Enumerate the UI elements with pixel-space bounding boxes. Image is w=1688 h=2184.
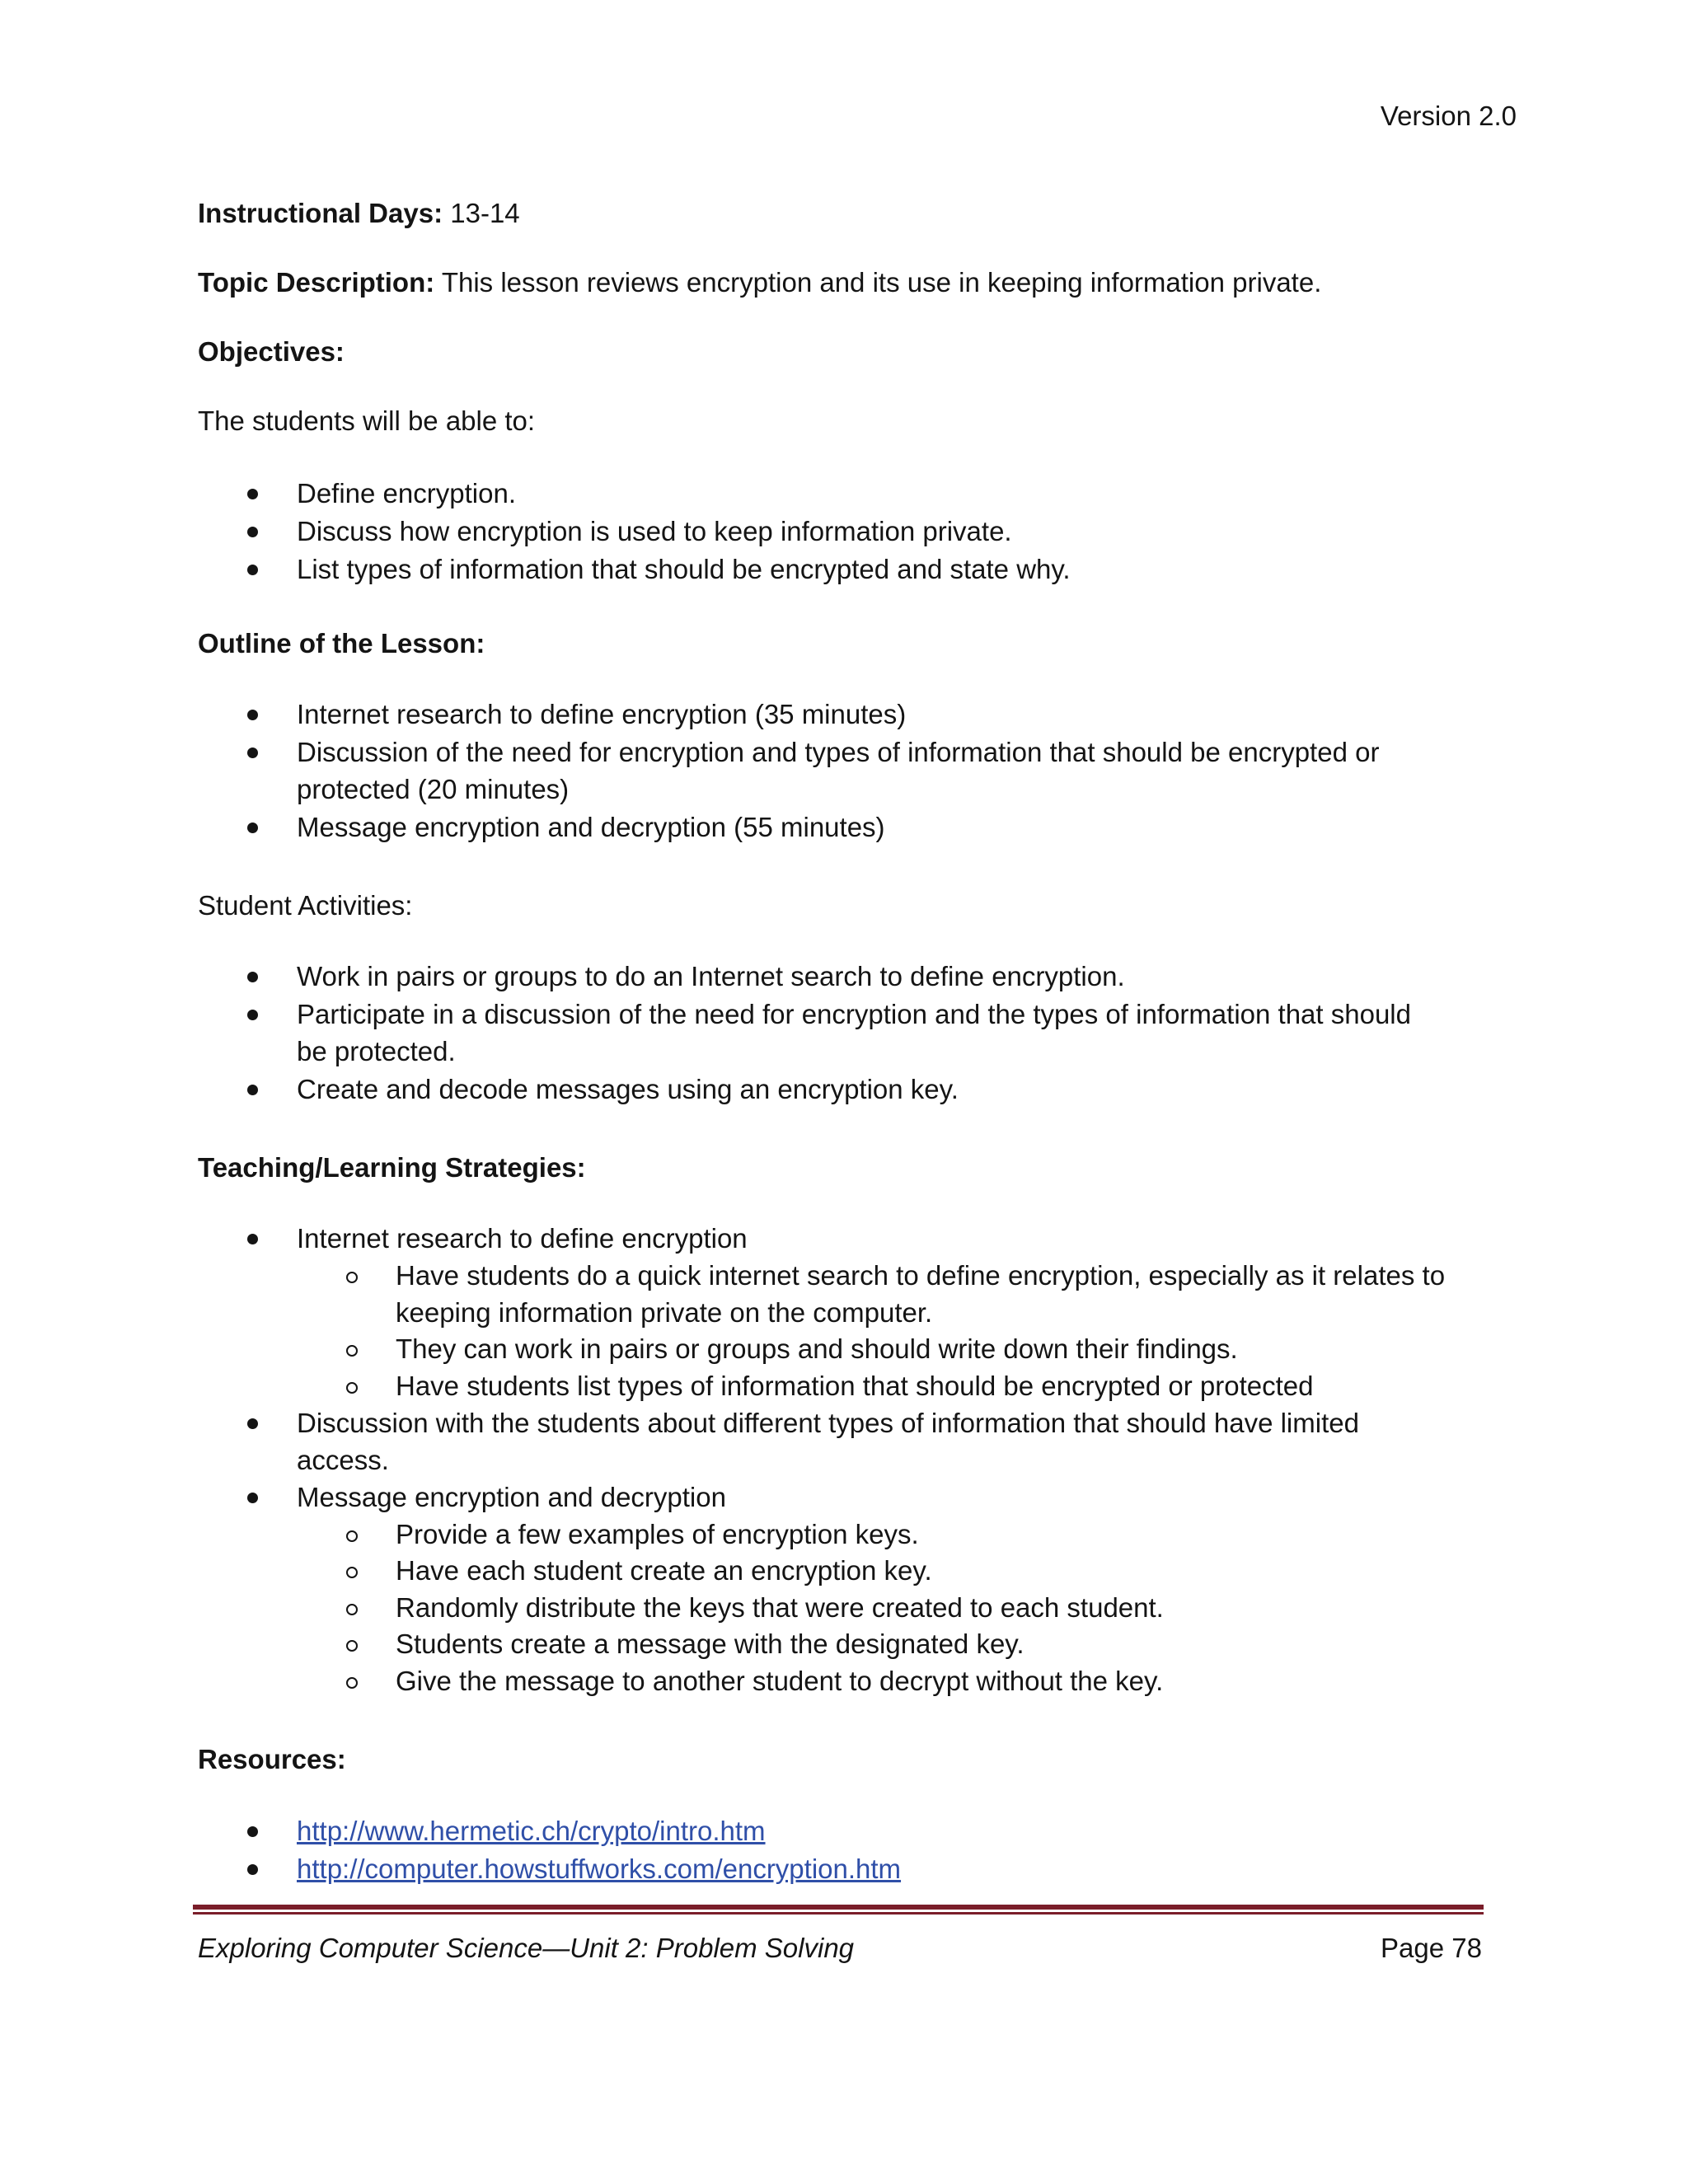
list-item-text: Discuss how encryption is used to keep information private. bbox=[297, 516, 1012, 546]
topic-description bbox=[198, 267, 1321, 298]
topic-description-label: Topic Description: bbox=[198, 267, 435, 298]
list-item-text: Participate in a discussion of the need for encryption and the types of information that should bbox=[297, 999, 1411, 1029]
list-item-text: Define encryption. bbox=[297, 478, 516, 509]
sub-list-item bbox=[198, 1519, 1533, 1552]
list-item-text: Work in pairs or groups to do an Internet search to define encryption. bbox=[297, 961, 1125, 991]
list-item-text: Internet research to define encryption (35 minutes) bbox=[297, 699, 907, 729]
circle-bullet-icon bbox=[346, 1567, 358, 1578]
bullet-icon bbox=[247, 527, 258, 537]
circle-bullet-icon bbox=[346, 1530, 358, 1542]
list-item-text: List types of information that should be encrypted and state why. bbox=[297, 554, 1071, 584]
footer-divider bbox=[193, 1905, 1484, 1910]
sub-list-item-text: Provide a few examples of encryption keys. bbox=[396, 1519, 919, 1549]
list-item-text: Message encryption and decryption (55 minutes) bbox=[297, 812, 885, 842]
list-item-continuation bbox=[198, 774, 1533, 807]
footer-page-number: Page 78 bbox=[1381, 1933, 1482, 1963]
footer-divider-thin bbox=[193, 1912, 1484, 1915]
footer-course-title: Exploring Computer Science—Unit 2: Problem Solving bbox=[198, 1933, 855, 1963]
list-item bbox=[198, 478, 1533, 511]
list-item bbox=[198, 1482, 1533, 1515]
sub-list-item-text: Students create a message with the designated key. bbox=[396, 1629, 1025, 1659]
list-item-text: Message encryption and decryption bbox=[297, 1482, 726, 1512]
bullet-icon bbox=[247, 823, 258, 833]
bullet-icon bbox=[247, 1085, 258, 1095]
sub-list-item-text: Give the message to another student to decrypt without the key. bbox=[396, 1666, 1164, 1696]
sub-list-item-text: Randomly distribute the keys that were created to each student. bbox=[396, 1592, 1164, 1623]
list-item-text: Discussion of the need for encryption and types of information that should be encrypted or bbox=[297, 737, 1380, 767]
list-item-text: Create and decode messages using an encryption key. bbox=[297, 1074, 959, 1104]
sub-list-item bbox=[198, 1333, 1533, 1366]
instructional-days-label: Instructional Days: bbox=[198, 198, 443, 228]
sub-list-item-text: Have students list types of information that should be encrypted or protected bbox=[396, 1371, 1314, 1401]
list-item bbox=[198, 1223, 1533, 1256]
circle-bullet-icon bbox=[346, 1677, 358, 1689]
sub-list-item bbox=[198, 1592, 1533, 1625]
outline-heading bbox=[198, 628, 485, 659]
bullet-icon bbox=[247, 1234, 258, 1244]
objectives-heading-text: Objectives: bbox=[198, 336, 345, 367]
list-item-text: Internet research to define encryption bbox=[297, 1223, 748, 1254]
sub-list-item bbox=[198, 1555, 1533, 1588]
bullet-icon bbox=[247, 972, 258, 982]
resource-link-hermetic[interactable]: http://www.hermetic.ch/crypto/intro.htm bbox=[297, 1816, 766, 1846]
bullet-icon bbox=[247, 1418, 258, 1429]
objectives-intro: The students will be able to: bbox=[198, 405, 536, 436]
list-item bbox=[198, 699, 1533, 732]
resource-link-howstuffworks[interactable]: http://computer.howstuffworks.com/encryption.htm bbox=[297, 1854, 902, 1884]
bullet-icon bbox=[247, 1826, 258, 1837]
circle-bullet-icon bbox=[346, 1345, 358, 1357]
list-item bbox=[198, 1074, 1533, 1107]
sub-list-item bbox=[198, 1371, 1533, 1404]
bullet-icon bbox=[247, 748, 258, 758]
list-item bbox=[198, 961, 1533, 994]
list-item bbox=[198, 812, 1533, 845]
strategies-heading-text: Teaching/Learning Strategies: bbox=[198, 1152, 586, 1183]
strategies-heading bbox=[198, 1152, 586, 1183]
bullet-icon bbox=[247, 710, 258, 720]
instructional-days bbox=[198, 198, 520, 229]
topic-description-value: This lesson reviews encryption and its use in keeping information private. bbox=[434, 267, 1322, 298]
list-item-text: be protected. bbox=[297, 1036, 456, 1066]
activities-heading: Student Activities: bbox=[198, 890, 413, 921]
list-item-text: Discussion with the students about different types of information that should have limited bbox=[297, 1408, 1359, 1438]
sub-list-item-text: They can work in pairs or groups and should write down their findings. bbox=[396, 1333, 1238, 1364]
bullet-icon bbox=[247, 565, 258, 575]
list-item-text: protected (20 minutes) bbox=[297, 774, 570, 804]
bullet-icon bbox=[247, 1493, 258, 1503]
sub-list-item-text: keeping information private on the computer. bbox=[396, 1297, 933, 1328]
list-item bbox=[198, 999, 1533, 1032]
resources-heading-text: Resources: bbox=[198, 1744, 346, 1774]
version-label: Version 2.0 bbox=[1380, 101, 1517, 131]
list-item-text: access. bbox=[297, 1445, 389, 1475]
circle-bullet-icon bbox=[346, 1640, 358, 1652]
circle-bullet-icon bbox=[346, 1382, 358, 1394]
circle-bullet-icon bbox=[346, 1604, 358, 1615]
list-item bbox=[198, 1816, 1533, 1849]
sub-list-item bbox=[198, 1260, 1533, 1293]
sub-list-item-text: Have each student create an encryption key. bbox=[396, 1555, 932, 1586]
list-item bbox=[198, 737, 1533, 770]
list-item bbox=[198, 1408, 1533, 1441]
circle-bullet-icon bbox=[346, 1272, 358, 1283]
list-item bbox=[198, 1854, 1533, 1886]
objectives-heading bbox=[198, 336, 345, 368]
instructional-days-value: 13-14 bbox=[443, 198, 520, 228]
list-item-continuation bbox=[198, 1445, 1533, 1478]
sub-list-item bbox=[198, 1666, 1533, 1699]
list-item bbox=[198, 516, 1533, 549]
bullet-icon bbox=[247, 1010, 258, 1020]
bullet-icon bbox=[247, 489, 258, 499]
list-item-continuation bbox=[198, 1036, 1533, 1069]
sub-list-item-continuation bbox=[198, 1297, 1533, 1330]
sub-list-item-text: Have students do a quick internet search to define encryption, especially as it relates to bbox=[396, 1260, 1446, 1291]
list-item bbox=[198, 554, 1533, 587]
resources-heading bbox=[198, 1744, 346, 1775]
bullet-icon bbox=[247, 1864, 258, 1875]
outline-heading-text: Outline of the Lesson: bbox=[198, 628, 485, 658]
sub-list-item bbox=[198, 1629, 1533, 1661]
